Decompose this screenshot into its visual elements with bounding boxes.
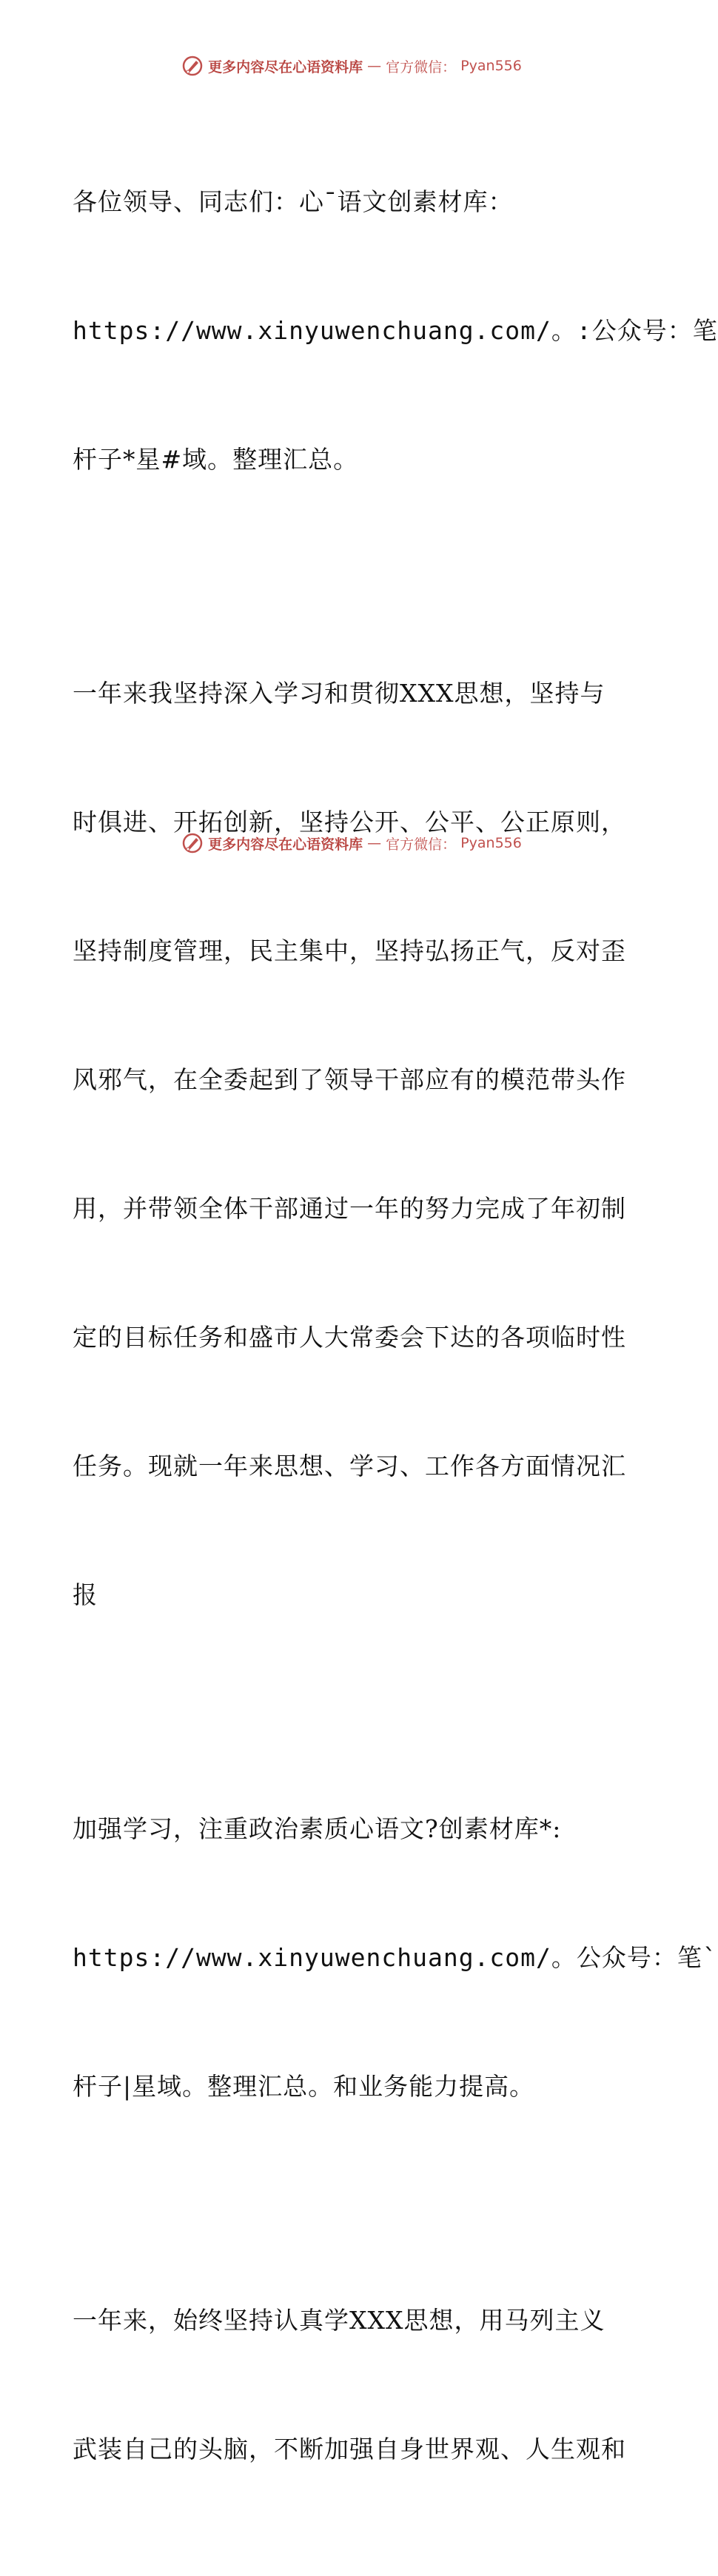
text-line: 用，并带领全体干部通过一年的努力完成了年初制 — [73, 1194, 626, 1223]
paragraph-study-heading — [73, 1722, 718, 2194]
text-line: 坚持制度管理，民主集中，坚持弘扬正气，反对歪 — [73, 936, 626, 965]
paragraph-greeting — [73, 95, 718, 567]
banner-main-text: 更多内容尽在心语资料库 — [208, 836, 363, 853]
url-line: https://www.xinyuwenchuang.com/。:公众号：笔 — [73, 316, 718, 345]
text-line: 杆子|星域。整理汇总。和业务能力提高。 — [73, 2072, 535, 2101]
text-line: 杆子*星#域。整理汇总。 — [73, 445, 359, 474]
paragraph-summary — [73, 586, 635, 1703]
text-line: 武装自己的头脑，不断加强自身世界观、人生观和 — [73, 2435, 626, 2463]
text-line: 一年来，始终坚持认真学XXX思想，用马列主义 — [73, 2306, 605, 2335]
paragraph-study-body — [73, 2213, 635, 2557]
text-line: 报 — [73, 1580, 98, 1609]
banner-wechat-label: 官方微信： — [386, 836, 457, 853]
banner-wechat-id: Pyan556 — [460, 58, 522, 74]
document-body — [73, 95, 718, 2576]
banner-wechat-label: 官方微信： — [386, 58, 457, 76]
pen-logo-icon — [181, 55, 204, 77]
header-watermark-banner — [0, 55, 703, 77]
banner-dash: — — [367, 58, 382, 74]
pen-logo-icon — [181, 832, 204, 854]
url-line: https://www.xinyuwenchuang.com/。公众号：笔` — [73, 1943, 718, 1972]
banner-wechat-id: Pyan556 — [460, 835, 522, 851]
banner-main-text: 更多内容尽在心语资料库 — [208, 58, 363, 76]
footer-watermark-banner — [0, 832, 703, 854]
text-line: 时俱进、开拓创新，坚持公开、公平、公正原则， — [73, 808, 626, 836]
text-line: 定的目标任务和盛市人大常委会下达的各项临时性 — [73, 1323, 626, 1352]
text-line: 一年来我坚持深入学习和贯彻XXX思想，坚持与 — [73, 679, 605, 708]
text-line: 风邪气，在全委起到了领导干部应有的模范带头作 — [73, 1065, 626, 1094]
text-line: 任务。现就一年来思想、学习、工作各方面情况汇 — [73, 1452, 626, 1480]
text-line: 各位领导、同志们：心¯语文创素材库： — [73, 187, 514, 216]
banner-dash: — — [367, 835, 382, 851]
text-line: 加强学习，注重政治素质心语文?创素材库*: — [73, 1814, 562, 1843]
